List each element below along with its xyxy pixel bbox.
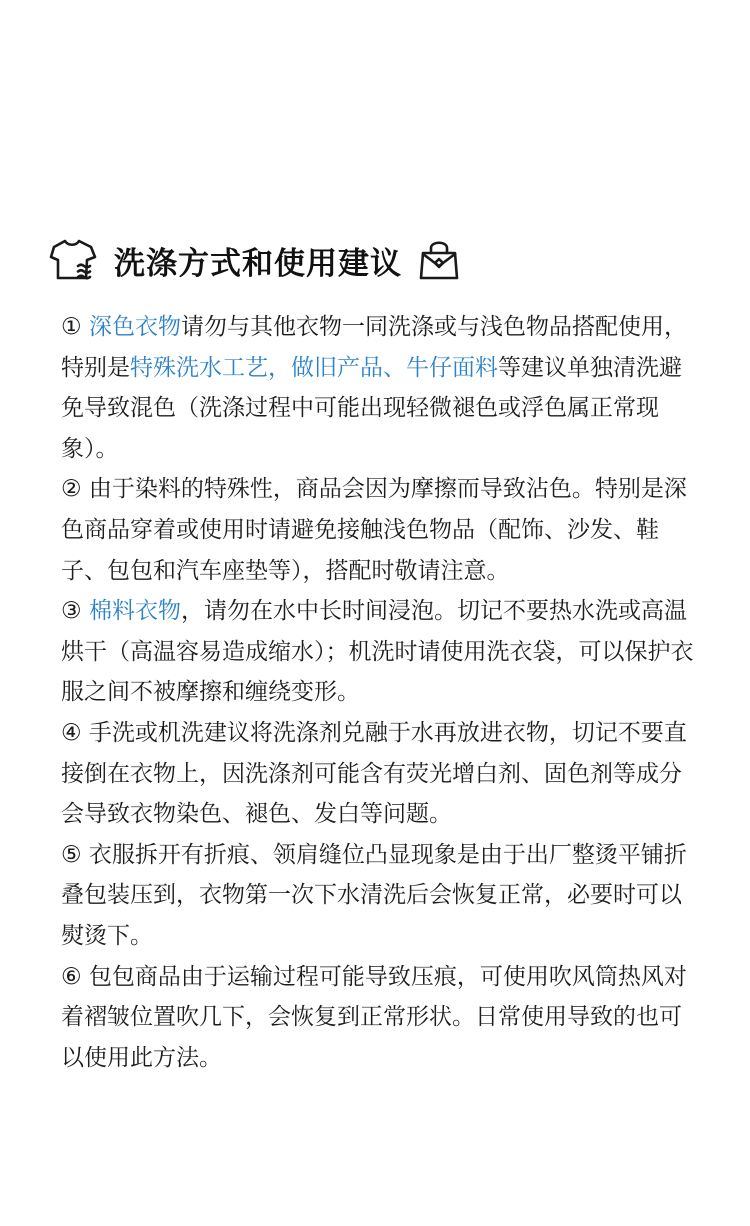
section-title: 洗涤方式和使用建议 xyxy=(114,245,402,282)
handbag-icon xyxy=(418,238,460,282)
instruction-item-1 xyxy=(61,307,697,469)
item-number: ⑤ xyxy=(61,841,82,868)
item-text xyxy=(82,598,89,624)
section-header xyxy=(48,234,460,286)
item-number: ① xyxy=(61,314,82,340)
highlighted-text: 棉料衣物 xyxy=(88,598,181,625)
item-number: ③ xyxy=(61,598,82,625)
item-text: ，请勿在水中长时间浸泡。切记不要热水洗或高温烘干（高温容易造成缩水）；机洗时请使用洗衣袋，可以保护衣服之间不被摩擦和缠绕变形。 xyxy=(61,598,694,706)
instruction-item-5 xyxy=(61,835,697,957)
item-text: 包包商品由于运输过程可能导致压痕，可使用吹风筒热风对着褶皱位置吹几下，会恢复到正常形状。日常使用导致的也可以使用此方法。 xyxy=(61,963,687,1071)
instruction-item-3 xyxy=(61,591,697,713)
instruction-item-4 xyxy=(61,713,697,835)
instruction-item-6 xyxy=(61,957,697,1079)
item-text: 等建议单独清洗避免导致混色（洗涤过程中可能出现轻微褪色或浮色属正常现象）。 xyxy=(61,354,682,462)
item-number: ② xyxy=(61,476,82,503)
highlighted-text: 深色衣物 xyxy=(88,314,181,340)
item-text: 由于染料的特殊性，商品会因为摩擦而导致沾色。特别是深色商品穿着或使用时请避免接触浅色物品（配饰、沙发、鞋子、包包和汽车座垫等），搭配时敬请注意。 xyxy=(61,476,687,584)
tshirt-wash-icon xyxy=(48,238,98,282)
item-number: ④ xyxy=(61,719,82,746)
instruction-item-2 xyxy=(61,469,697,591)
care-instructions xyxy=(61,307,697,1078)
highlighted-text: 特殊洗水工艺，做旧产品、牛仔面料 xyxy=(130,354,498,381)
item-text: 手洗或机洗建议将洗涤剂兑融于水再放进衣物，切记不要直接倒在衣物上，因洗涤剂可能含有荧光增白剂、固色剂等成分会导致衣物染色、褪色、发白等问题。 xyxy=(61,719,687,828)
item-text xyxy=(82,314,89,340)
item-number: ⑥ xyxy=(61,963,82,990)
item-text: 请勿与其他衣物一同洗涤或与浅色物品搭配使用，特别是 xyxy=(61,314,687,381)
item-text: 衣服拆开有折痕、领肩缝位凸显现象是由于出厂整烫平铺折叠包装压到，衣物第一次下水清洗后会恢复正常，必要时可以熨烫下。 xyxy=(61,841,687,949)
